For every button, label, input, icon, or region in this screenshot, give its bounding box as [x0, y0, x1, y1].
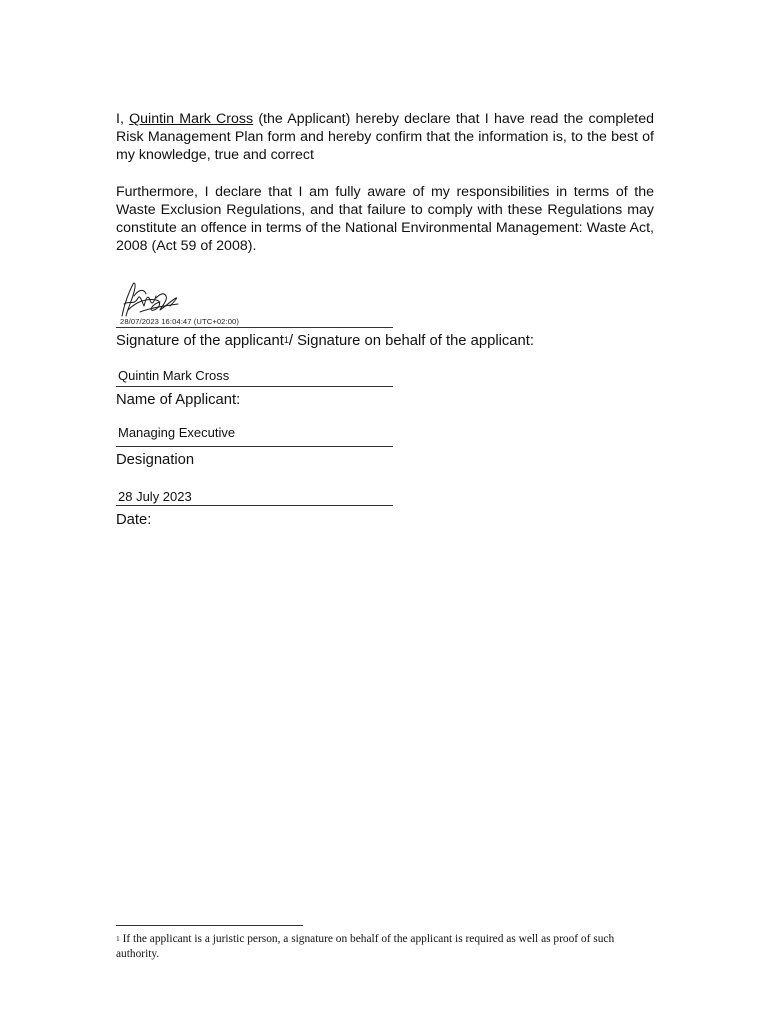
declaration-paragraph: [116, 110, 654, 164]
signature-label-suffix: / Signature on behalf of the applicant:: [288, 333, 534, 349]
applicant-name-value: Quintin Mark Cross: [118, 368, 230, 383]
signature-label: [116, 332, 534, 350]
footnote-text: If the applicant is a juristic person, a signature on behalf of the applicant is required as well as proof of such authority.: [116, 933, 615, 960]
footnote-separator: [116, 925, 303, 926]
declaration-text: (the Applicant) hereby declare that I have read the completed Risk Management Plan form and hereby confirm that the information is, to the best of my knowledge, true and correct: [116, 111, 654, 163]
footnote-marker: 1: [116, 934, 120, 943]
furthermore-paragraph: Furthermore, I declare that I am fully aware of my responsibilities in terms of the Waste Exclusion Regulations, and that failure to comply with these Regulations may constitute an offence in terms of the National Environmental Management: Waste Act, 2008 (Act 59 of 2008).: [116, 184, 654, 254]
handwritten-signature: [116, 276, 196, 322]
name-line: [116, 386, 393, 387]
designation-value: Managing Executive: [118, 425, 236, 440]
name-label: Name of Applicant:: [116, 392, 241, 408]
signature-timestamp: 28/07/2023 16:04:47 (UTC+02:00): [120, 317, 239, 326]
date-line: [116, 505, 393, 506]
declaration-prefix: I,: [116, 111, 130, 127]
footnote: [116, 932, 656, 962]
designation-label: Designation: [116, 452, 195, 468]
footnote-reference: 1: [283, 335, 289, 345]
signature-line: [116, 327, 393, 328]
applicant-name-inline: Quintin Mark Cross: [129, 111, 254, 127]
designation-line: [116, 446, 393, 447]
signature-label-text: Signature of the applicant: [116, 333, 284, 349]
date-value: 28 July 2023: [118, 489, 192, 504]
date-label: Date:: [116, 512, 152, 528]
